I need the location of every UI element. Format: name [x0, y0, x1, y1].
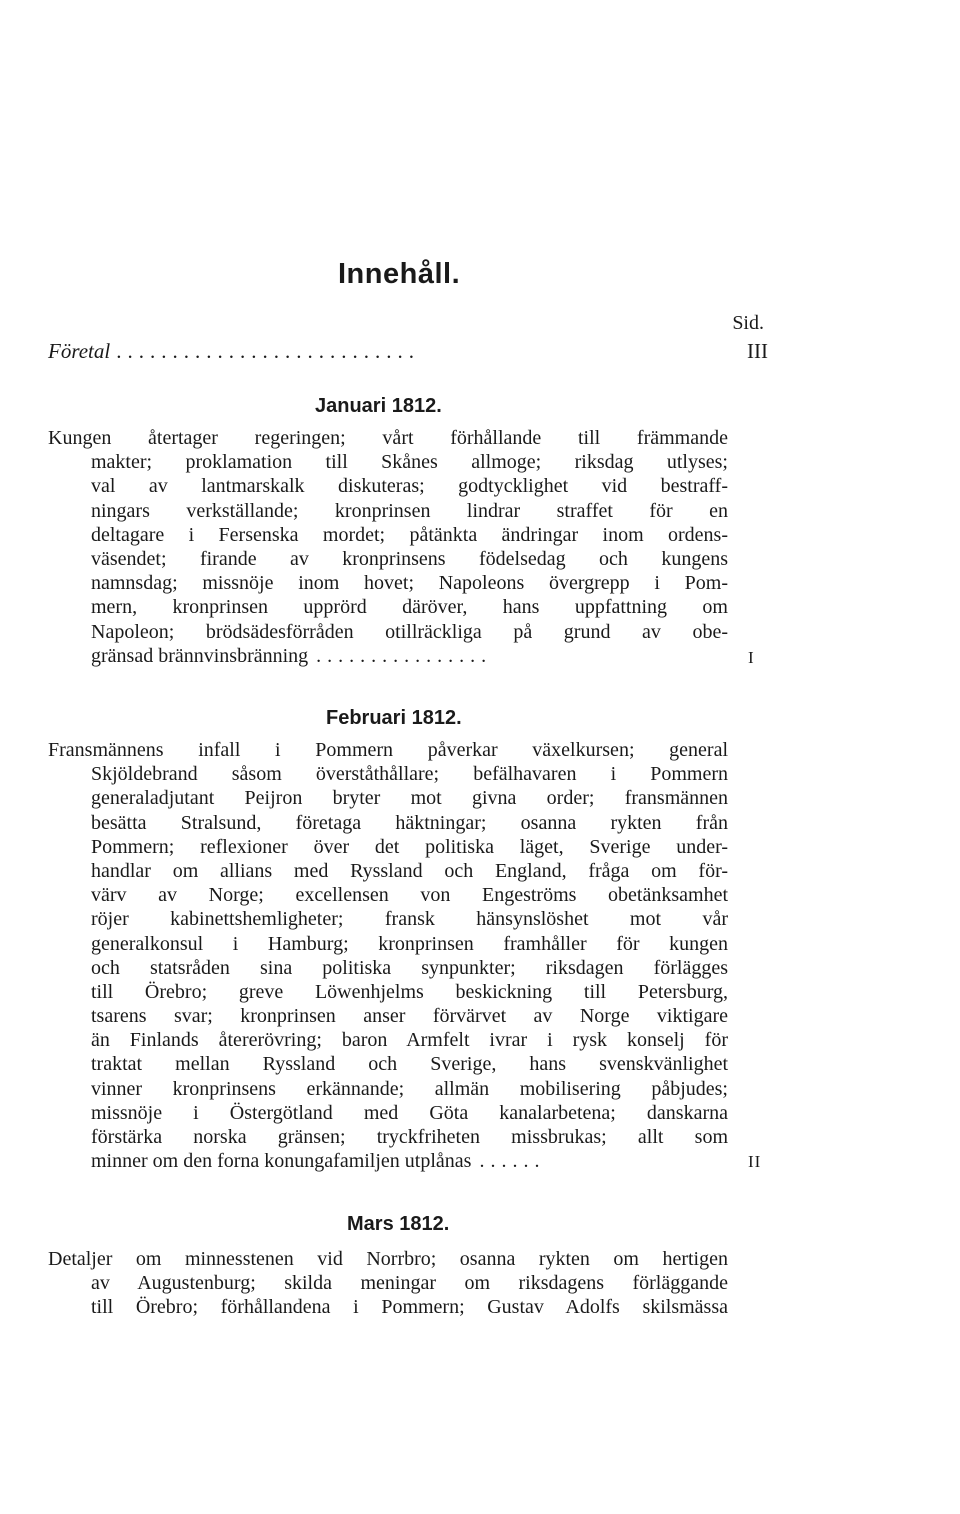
toc-entry-text-line: till Örebro; greve Löwenhjelms beskickning till Petersburg,	[91, 980, 728, 1003]
toc-entry-januari[interactable]	[48, 426, 728, 668]
toc-entry-last-line	[91, 1149, 728, 1173]
dot-leader: ......	[479, 1150, 546, 1173]
toc-entry-foretal[interactable]	[48, 339, 768, 363]
toc-entry-text-line: mern, kronprinsen upprörd däröver, hans uppfattning om	[91, 596, 728, 619]
dot-leader: ...........................	[116, 339, 420, 363]
toc-entry-text-line: besätta Stralsund, företaga häktningar; osanna rykten från	[91, 811, 728, 834]
section-heading-februari: Februari 1812.	[326, 707, 462, 729]
toc-entry-text-line: Kungen återtager regeringen; vårt förhållande till främmande	[48, 427, 728, 449]
toc-entry-text-line: ningars verkställande; kronprinsen lindrar straffet för en	[91, 499, 728, 522]
section-heading-januari: Januari 1812.	[315, 395, 442, 417]
page-title: Innehåll.	[338, 258, 461, 290]
toc-entry-text-line: missnöje i Östergötland med Göta kanalarbetena; danskarna	[91, 1101, 728, 1124]
toc-entry-text-line: av Augustenburg; skilda meningar om riksdagens förläggande	[91, 1272, 728, 1295]
toc-page-number: III	[747, 339, 768, 363]
toc-entry-text-line: Napoleon; brödsädesförråden otillräckliga på grund av obe-	[91, 620, 728, 643]
toc-entry-text-line: deltagare i Fersenska mordet; påtänkta ändringar inom ordens-	[91, 523, 728, 546]
toc-entry-februari[interactable]	[48, 738, 728, 1173]
toc-entry-text-line: Detaljer om minnesstenen vid Norrbro; osanna rykten om hertigen	[48, 1248, 728, 1270]
page-column-header: Sid.	[732, 312, 764, 334]
toc-entry-text-line: namnsdag; missnöje inom hovet; Napoleons övergrepp i Pom-	[91, 572, 728, 595]
toc-entry-text-line: minner om den forna konungafamiljen utplånas	[91, 1150, 472, 1173]
toc-entry-text-line: handlar om allians med Ryssland och England, fråga om för-	[91, 859, 728, 882]
toc-page-number: I	[748, 648, 755, 667]
toc-entry-text-line: värv av Norge; excellensen von Engeströms obetänksamhet	[91, 884, 728, 907]
toc-entry-text-line: väsendet; firande av kronprinsens födelsedag och kungens	[91, 547, 728, 570]
toc-entry-text-line: förstärka norska gränsen; tryckfriheten missbrukas; allt som	[91, 1126, 728, 1148]
toc-entry-text-line: Fransmännens infall i Pommern påverkar växelkursen; general	[48, 739, 728, 761]
toc-entry-mars[interactable]	[48, 1247, 728, 1320]
toc-entry-text-line: generaladjutant Peijron bryter mot givna order; fransmännen	[91, 787, 728, 810]
toc-entry-label: Företal	[48, 339, 111, 363]
toc-entry-last-line	[91, 644, 728, 668]
dot-leader: ................	[316, 644, 493, 667]
toc-entry-text-line: och statsråden sina politiska synpunkter; riksdagen förlägges	[91, 956, 728, 979]
toc-entry-text-line: till Örebro; förhållandena i Pommern; Gustav Adolfs skilsmässa	[91, 1296, 728, 1319]
toc-entry-text-line: traktat mellan Ryssland och Sverige, hans svenskvänlighet	[91, 1053, 728, 1076]
toc-entry-text-line: val av lantmarskalk diskuteras; godtycklighet vid bestraff-	[91, 475, 728, 498]
toc-entry-text-line: generalkonsul i Hamburg; kronprinsen framhåller för kungen	[91, 932, 728, 955]
toc-entry-text-line: gränsad brännvinsbränning	[91, 644, 309, 667]
toc-entry-text-line: tsarens svar; kronprinsen anser förvärvet av Norge viktigare	[91, 1005, 728, 1028]
toc-entry-text-line: än Finlands återerövring; baron Armfelt ivrar i rysk konselj för	[91, 1029, 728, 1052]
toc-entry-text-line: Skjöldebrand såsom överståthållare; befälhavaren i Pommern	[91, 763, 728, 786]
toc-entry-text-line: makter; proklamation till Skånes allmoge; riksdag utlyses;	[91, 451, 728, 474]
toc-entry-text-line: röjer kabinettshemligheter; fransk hänsynslöshet mot vår	[91, 908, 728, 931]
toc-page-number: II	[748, 1152, 762, 1171]
toc-entry-text-line: Pommern; reflexioner över det politiska läget, Sverige under-	[91, 835, 728, 858]
section-heading-mars: Mars 1812.	[347, 1213, 450, 1235]
toc-entry-text-line: vinner kronprinsens erkännande; allmän mobilisering påbjudes;	[91, 1077, 728, 1100]
